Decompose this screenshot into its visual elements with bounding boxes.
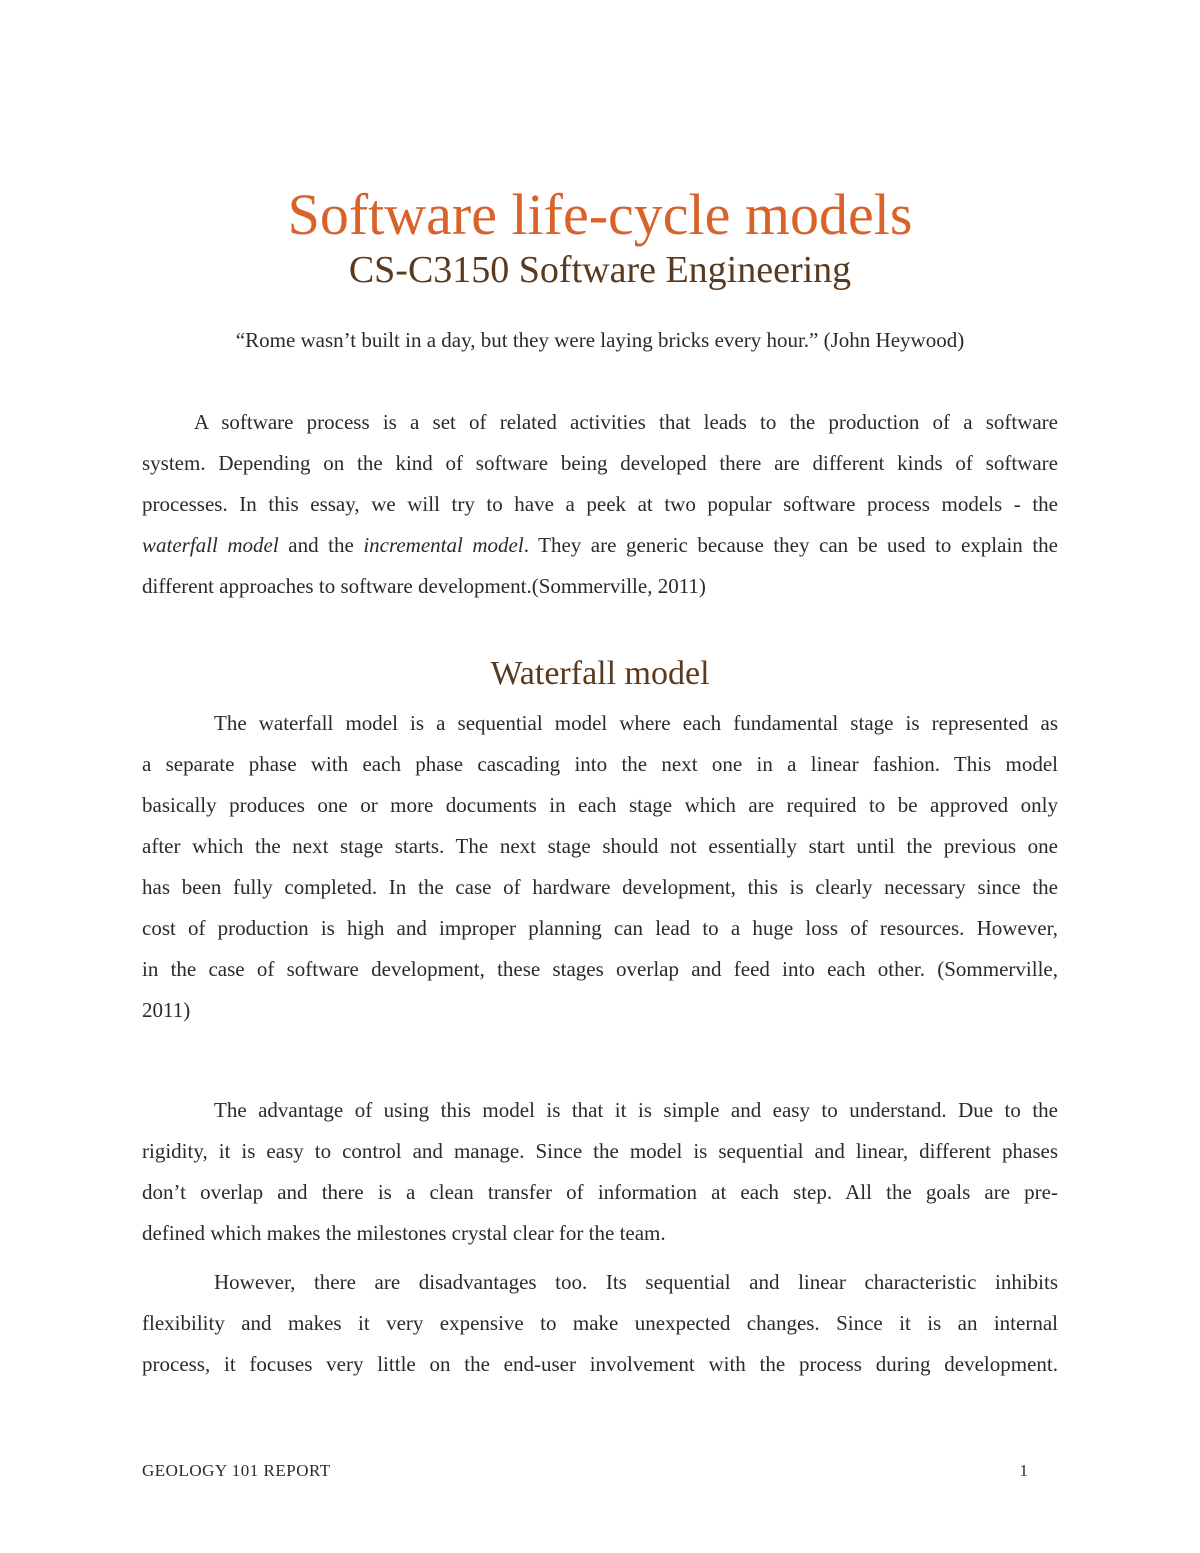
paragraph-line: The waterfall model is a sequential model where each fundamental stage is represented as — [214, 711, 1058, 735]
paragraph-line: a separate phase with each phase cascading into the next one in a linear fashion. This model — [142, 752, 1058, 776]
paragraph-line: However, there are disadvantages too. Its sequential and linear characteristic inhibits — [214, 1270, 1058, 1294]
page-number: 1 — [1019, 1461, 1028, 1480]
epigraph-quote: “Rome wasn’t built in a day, but they were laying bricks every hour.” (John Heywood) — [235, 328, 965, 352]
document-title: Software life-cycle models — [287, 182, 913, 247]
intro-text: and the — [278, 533, 364, 557]
intro-line: processes. In this essay, we will try to have a peek at two popular software process models - the — [142, 492, 1058, 516]
intro-line — [142, 525, 1058, 566]
paragraph-line: cost of production is high and improper planning can lead to a huge loss of resources. However, — [142, 916, 1058, 940]
intro-line: different approaches to software development.(Sommerville, 2011) — [142, 574, 706, 598]
paragraph-line: rigidity, it is easy to control and manage. Since the model is sequential and linear, different phases — [142, 1139, 1058, 1163]
paragraph-line: has been fully completed. In the case of hardware development, this is clearly necessary since the — [142, 875, 1058, 899]
section-heading: Waterfall model — [490, 655, 710, 692]
incremental-model-term: incremental model — [363, 533, 524, 557]
paragraph-line: The advantage of using this model is that it is simple and easy to understand. Due to the — [214, 1098, 1058, 1122]
document-subtitle: CS-C3150 Software Engineering — [348, 249, 852, 291]
paragraph-line: flexibility and makes it very expensive to make unexpected changes. Since it is an internal — [142, 1311, 1058, 1335]
waterfall-model-term: waterfall model — [142, 533, 279, 557]
paragraph-line: after which the next stage starts. The next stage should not essentially start until the previous one — [142, 834, 1058, 858]
intro-paragraph — [142, 402, 1058, 607]
intro-text: . They are generic because they can be used to explain the — [523, 533, 1058, 557]
paragraph-line: don’t overlap and there is a clean transfer of information at each step. All the goals are pre- — [142, 1180, 1058, 1204]
paragraph-line: 2011) — [142, 998, 191, 1022]
paragraph-line: process, it focuses very little on the end-user involvement with the process during development. — [142, 1352, 1058, 1376]
paragraph-line: in the case of software development, these stages overlap and feed into each other. (Sommerville, — [142, 957, 1058, 981]
paragraph-line: basically produces one or more documents in each stage which are required to be approved only — [142, 793, 1058, 817]
waterfall-paragraph-3 — [142, 1262, 1058, 1385]
paragraph-line: defined which makes the milestones crystal clear for the team. — [142, 1221, 666, 1245]
footer-report-title: GEOLOGY 101 REPORT — [142, 1461, 331, 1480]
waterfall-paragraph-1 — [142, 703, 1058, 1031]
intro-line: system. Depending on the kind of software being developed there are different kinds of software — [142, 451, 1058, 475]
intro-line: A software process is a set of related activities that leads to the production of a software — [194, 410, 1058, 434]
waterfall-paragraph-2 — [142, 1090, 1058, 1254]
